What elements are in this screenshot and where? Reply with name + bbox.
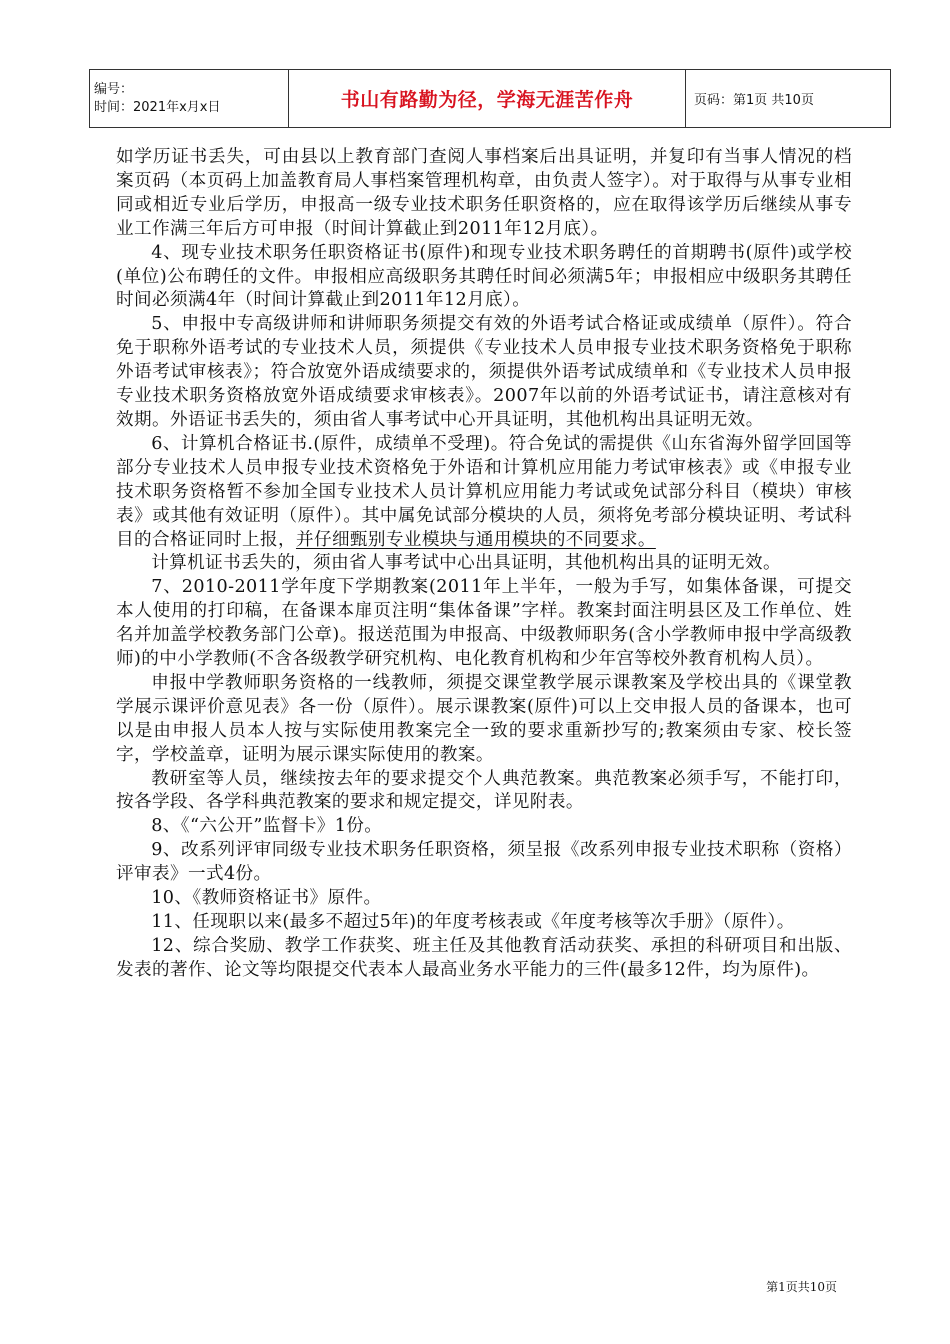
paragraph-text: 9、改系列评审同级专业技术职务任职资格，须呈报《改系列申报专业技术职称（资格）评审表》一式4份。 [116, 840, 852, 885]
paragraph [116, 146, 852, 242]
paragraph [116, 768, 852, 816]
paragraph-text: 如学历证书丢失，可由县以上教育部门查阅人事档案后出具证明，并复印有当事人情况的档案页码（本页码上加盖教育局人事档案管理机构章，由负责人签字）。对于取得与从事专业相同或相近专业后学历，申报高一级专业技术职务任职资格的，应在取得该学历后继续从事专业工作满三年后方可申报（时间计算截止到2011年12月底）。 [116, 147, 852, 239]
page-info-text: 页码：第1页 共10页 [694, 93, 814, 108]
paragraph [116, 672, 852, 768]
page-footer [766, 1278, 837, 1295]
paragraph [116, 552, 852, 576]
paragraph [116, 313, 852, 433]
paragraph-text: 6、计算机合格证书.(原件，成绩单不受理)。符合免试的需提供《山东省海外留学回国等部分专业技术人员申报专业技术资格免于外语和计算机应用能力考试审核表》或《申报专业技术职务资格暂不参加全国专业技术人员计算机应用能力考试或免试部分科目（模块）审核表》或其他有效证明（原件）。其中属免试部分模块的人员，须将免考部分模块证明、考试科目的合格证同时上报， [116, 433, 852, 550]
paragraph [116, 887, 852, 911]
paragraph-text: 4、现专业技术职务任职资格证书(原件)和现专业技术职务聘任的首期聘书(原件)或学校(单位)公布聘任的文件。申报相应高级职务其聘任时间必须满5年；申报相应中级职务其聘任时间必须满4年（时间计算截止到2011年12月底）。 [116, 242, 852, 311]
paragraph-text: 10、《教师资格证书》原件。 [151, 888, 382, 909]
paragraph-text: 12、综合奖励、教学工作获奖、班主任及其他教育活动获奖、承担的科研项目和出版、发表的著作、论文等均限提交代表本人最高业务水平能力的三件(最多12件，均为原件)。 [116, 935, 852, 980]
paragraph-text: 教研室等人员，继续按去年的要求提交个人典范教案。典范教案必须手写，不能打印，按各学段、各学科典范教案的要求和规定提交，详见附表。 [116, 768, 852, 813]
header-table [89, 69, 891, 128]
paragraph-text: 5、申报中专高级讲师和讲师职务须提交有效的外语考试合格证或成绩单（原件）。符合免于职称外语考试的专业技术人员，须提供《专业技术人员申报专业技术职务资格免于职称外语考试审核表》；符合放宽外语成绩要求的，须提供外语考试成绩单和《专业技术人员申报专业技术职务资格放宽外语成绩要求审核表》。2007年以前的外语考试证书，请注意核对有效期。外语证书丢失的，须由省人事考试中心开具证明，其他机构出具证明无效。 [116, 314, 852, 430]
motto-cell [289, 70, 686, 128]
paragraph [116, 911, 852, 935]
paragraph-text: 计算机证书丢失的，须由省人事考试中心出具证明，其他机构出具的证明无效。 [151, 553, 781, 574]
paragraph [116, 576, 852, 672]
paragraph [116, 433, 852, 553]
number-label: 编号： [94, 81, 134, 97]
motto-text: 书山有路勤为径，学海无涯苦作舟 [340, 89, 634, 111]
footer-page-number: 第1页共10页 [766, 1280, 837, 1294]
paragraph-text: 8、《“六公开”监督卡》1份。 [151, 816, 383, 837]
paragraph [116, 242, 852, 314]
header-meta-cell [90, 70, 289, 128]
paragraph [116, 935, 852, 983]
time-label: 时间：2021年x月x日 [94, 99, 221, 115]
paragraph [116, 815, 852, 839]
paragraph-text: 11、任现职以来(最多不超过5年)的年度考核表或《年度考核等次手册》（原件）。 [151, 912, 795, 932]
document-body [116, 146, 852, 983]
paragraph-text: 申报中学教师职务资格的一线教师，须提交课堂教学展示课教案及学校出具的《课堂教学展示课评价意见表》各一份（原件）。展示课教案(原件)可以上交申报人员的备课本，也可以是由申报人员本人按与实际使用教案完全一致的要求重新抄写的;教案须由专家、校长签字，学校盖章，证明为展示课实际使用的教案。 [116, 672, 852, 765]
paragraph [116, 839, 852, 887]
underlined-text: 并仔细甄别专业模块与通用模块的不同要求。 [295, 529, 656, 550]
paragraph-text: 7、2010-2011学年度下学期教案(2011年上半年，一般为手写，如集体备课，可提交本人使用的打印稿，在备课本扉页注明“集体备课”字样。教案封面注明县区及工作单位、姓名并加盖学校教务部门公章)。报送范围为申报高、中级教师职务(含小学教师申报中学高级教师)的中小学教师(不含各级教学研究机构、电化教育机构和少年宫等校外教育机构人员）。 [116, 577, 852, 670]
page-info-cell [686, 70, 891, 128]
